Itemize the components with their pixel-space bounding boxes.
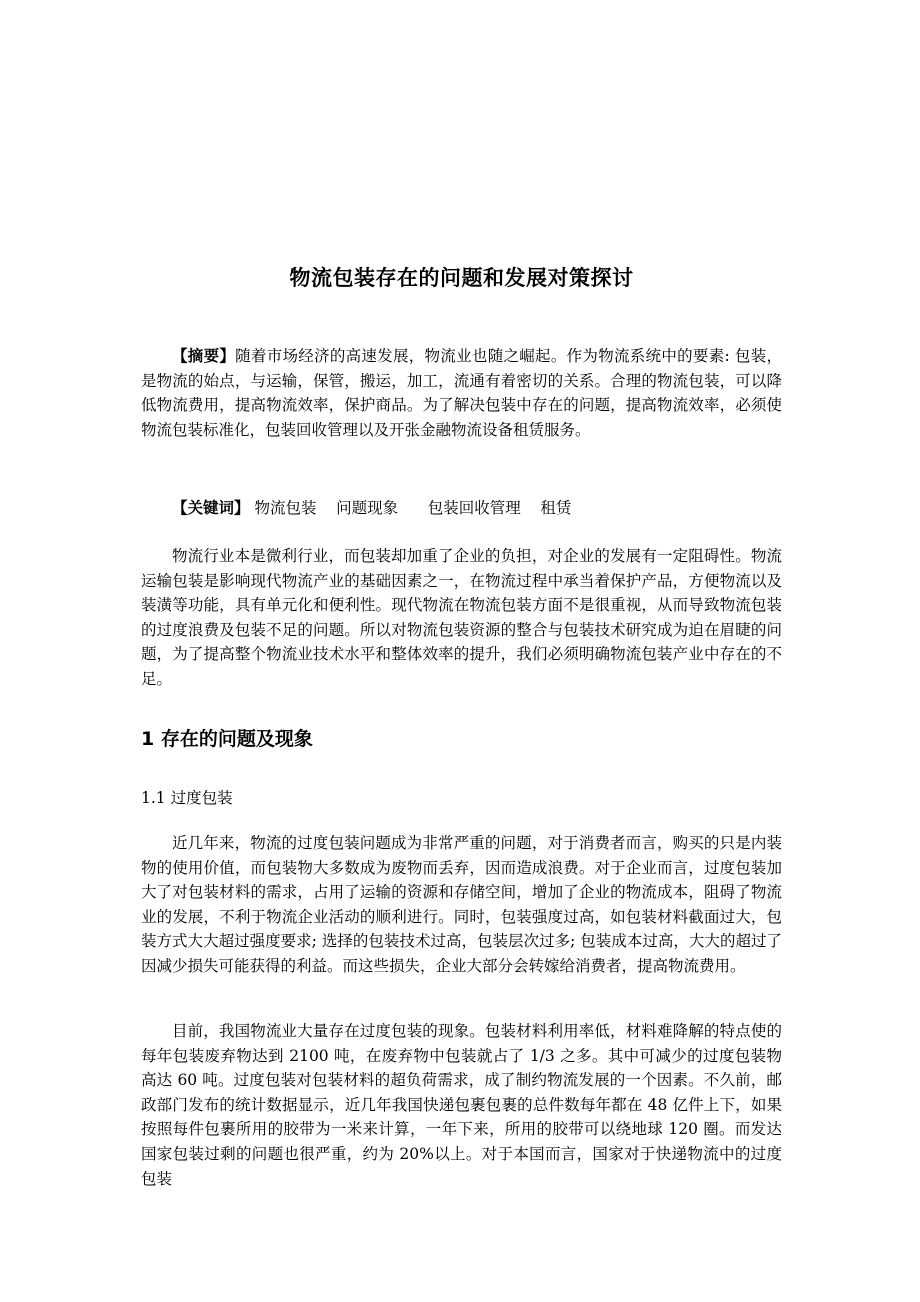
section-heading: 1 存在的问题及现象	[141, 728, 313, 750]
abstract-label: 【摘要】	[172, 347, 236, 365]
keywords-text: 物流包装 问题现象 包装回收管理 租赁	[249, 499, 572, 517]
subsection-heading: 1.1 过度包装	[141, 789, 233, 807]
document-title: 物流包装存在的问题和发展对策探讨	[289, 266, 634, 290]
abstract-text: 随着市场经济的高速发展，物流业也随之崛起。作为物流系统中的要素: 包装，是物流的始点，与运输，保管，搬运，加工，流通有着密切的关系。合理的物流包装，可以降低物流费用，提高物流效率，保护商品。为了解决包装中存在的问题，提高物流效率，必须使物流包装标准化，包装回收管理以及开张金融物流设备租赁服务。	[141, 347, 782, 439]
abstract-paragraph	[141, 344, 782, 442]
body-paragraph-1: 近几年来，物流的过度包装问题成为非常严重的问题，对于消费者而言，购买的只是内装物的使用价值，而包装物大多数成为废物而丢弃，因而造成浪费。对于企业而言，过度包装加大了对包装材料的需求，占用了运输的资源和存储空间，增加了企业的物流成本，阻碍了物流业的发展，不利于物流企业活动的顺利进行。同时，包装强度过高，如包装材料截面过大，包装方式大大超过强度要求; 选择的包装技术过高，包装层次过多; 包装成本过高，大大的超过了因减少损失可能获得的利益。而这些损失，企业大部分会转嫁给消费者，提高物流费用。	[141, 834, 782, 975]
intro-paragraph: 物流行业本是微利行业，而包装却加重了企业的负担，对企业的发展有一定阻碍性。物流运输包装是影响现代物流产业的基础因素之一，在物流过程中承当着保护产品，方便物流以及装潢等功能，具有单元化和便利性。现代物流在物流包装方面不是很重视，从而导致物流包装的过度浪费及包装不足的问题。所以对物流包装资源的整合与包装技术研究成为迫在眉睫的问题，为了提高整个物流业技术水平和整体效率的提升，我们必须明确物流包装产业中存在的不足。	[141, 547, 782, 688]
keywords-line	[141, 496, 782, 521]
body-paragraph-2: 目前，我国物流业大量存在过度包装的现象。包装材料利用率低，材料难降解的特点使的每年包装废弃物达到 2100 吨，在废弃物中包装就占了 1/3 之多。其中可减少的过度包装物高达 60 吨。过度包装对包装材料的超负荷需求，成了制约物流发展的一个因素。不久前，邮政部门发布的统计数据显示，近几年我国快递包裹包裹的总件数每年都在 48 亿件上下，如果按照每件包裹所用的胶带为一米来计算，一年下来，所用的胶带可以绕地球 120 圈。而发达国家包装过剩的问题也很严重，约为 20%以上。对于本国而言，国家对于快递物流中的过度包装	[141, 1022, 782, 1188]
keywords-label: 【关键词】	[172, 499, 250, 517]
